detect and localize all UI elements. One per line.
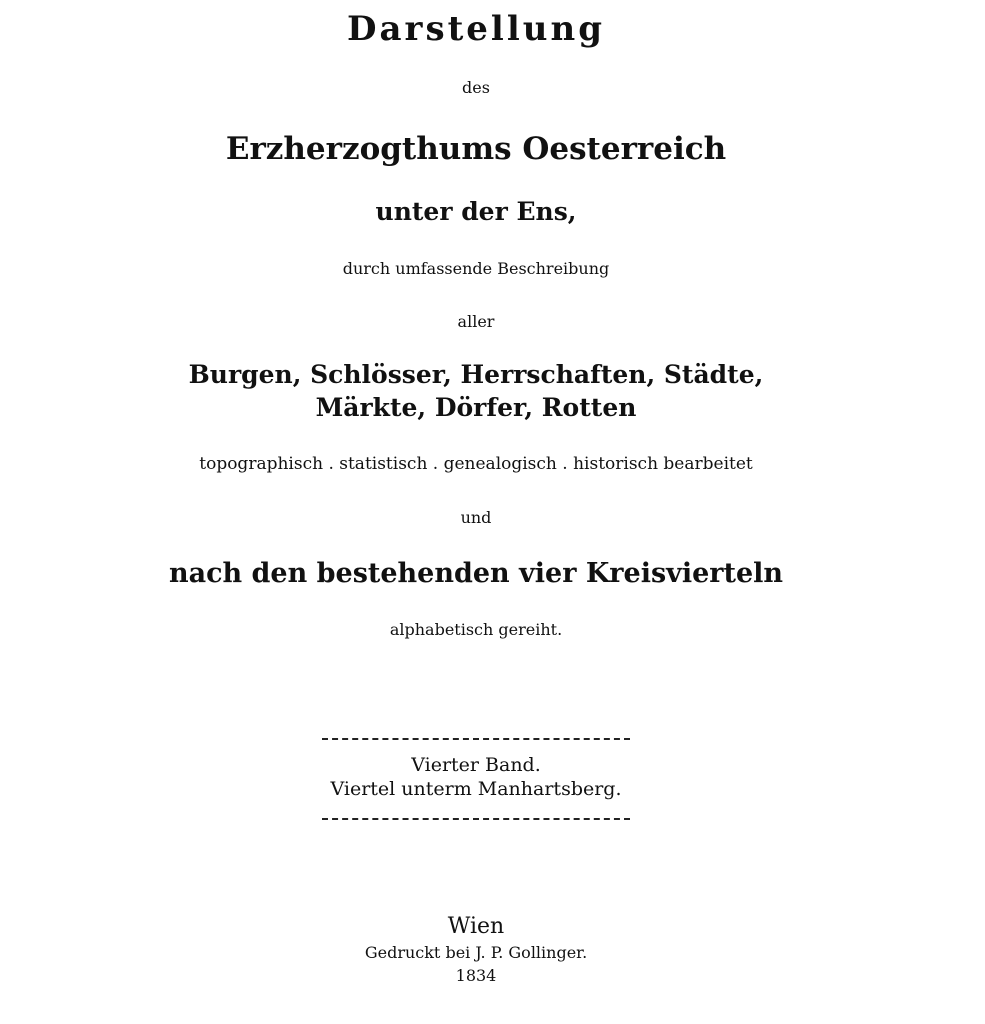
imprint-year: 1834 (455, 966, 497, 985)
volume-block (322, 738, 630, 820)
connector-und: und (460, 508, 492, 527)
volume-district: Viertel unterm Manhartsberg. (330, 778, 622, 800)
connector-aller: aller (457, 312, 495, 331)
ordering-line: alphabetisch gereiht. (389, 620, 563, 639)
places-line-2: Märkte, Dörfer, Rotten (315, 393, 637, 422)
imprint-printer: Gedruckt bei J. P. Gollinger. (364, 943, 588, 962)
description-line: durch umfassende Beschreibung (342, 259, 610, 278)
volume-number: Vierter Band. (411, 754, 541, 776)
places-line-1: Burgen, Schlösser, Herrschaften, Städte, (188, 360, 764, 389)
book-title: Darstellung (347, 9, 605, 49)
dashed-divider-top (322, 738, 630, 740)
methods-line: topographisch . statistisch . genealogisch . historisch bearbeitet (199, 454, 753, 474)
imprint-city: Wien (447, 914, 505, 939)
dashed-divider-bottom (322, 818, 630, 820)
title-connector-des: des (462, 78, 490, 97)
arrangement-line: nach den bestehenden vier Kreisvierteln (168, 558, 784, 589)
archduchy-title: Erzherzogthums Oesterreich (225, 131, 727, 167)
region-subtitle: unter der Ens, (375, 197, 577, 226)
